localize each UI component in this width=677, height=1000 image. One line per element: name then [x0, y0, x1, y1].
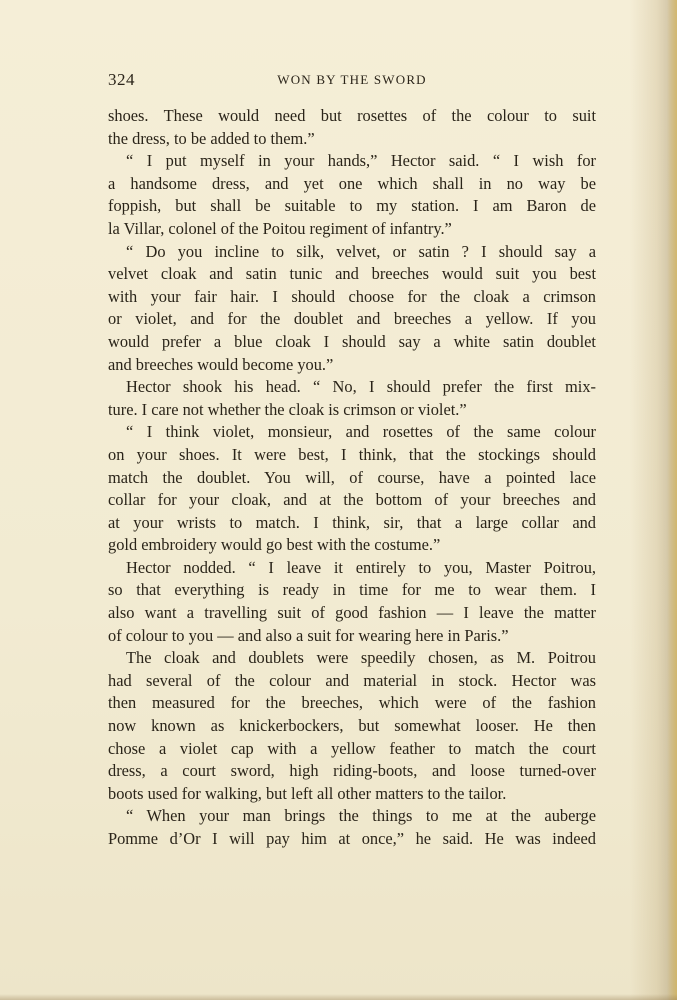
text-line: on your shoes. It were best, I think, that the stockings should — [108, 444, 596, 464]
text-line: the dress, to be added to them.” — [108, 128, 315, 148]
page-edge-right — [667, 0, 677, 1000]
text-line: gold embroidery would go best with the costume.” — [108, 535, 441, 555]
text-line: “ Do you incline to silk, velvet, or satin ? I should say a — [126, 241, 596, 261]
text-line: la Villar, colonel of the Poitou regiment of infantry.” — [108, 218, 452, 238]
text-line: Hector shook his head. “ No, I should prefer the first mix- — [126, 377, 596, 397]
body-text — [108, 105, 596, 851]
page-number: 324 — [108, 70, 135, 89]
text-line: then measured for the breeches, which were of the fashion — [108, 693, 596, 713]
text-line: “ I put myself in your hands,” Hector said. “ I wish for — [126, 151, 596, 171]
text-line: collar for your cloak, and at the bottom of your breeches and — [108, 490, 596, 510]
text-line: Hector nodded. “ I leave it entirely to you, Master Poitrou, — [126, 557, 596, 577]
text-line: shoes. These would need but rosettes of the colour to suit — [108, 106, 596, 125]
text-line: of colour to you — and also a suit for wearing here in Paris.” — [108, 625, 509, 645]
text-line: so that everything is ready in time for me to wear them. I — [108, 580, 596, 600]
text-line: chose a violet cap with a yellow feather to match the court — [108, 738, 596, 758]
text-line: with your fair hair. I should choose for the cloak a crimson — [108, 286, 596, 306]
text-line: at your wrists to match. I think, sir, that a large collar and — [108, 512, 596, 532]
text-line: also want a travelling suit of good fashion — I leave the matter — [108, 603, 596, 623]
text-line: a handsome dress, and yet one which shall in no way be — [108, 173, 596, 193]
text-line: match the doublet. You will, of course, have a pointed lace — [108, 467, 596, 487]
page-edge-bottom — [0, 994, 677, 1000]
text-line: Pomme d’Or I will pay him at once,” he said. He was indeed — [108, 829, 596, 848]
text-line: boots used for walking, but left all other matters to the tailor. — [108, 783, 507, 803]
text-line: “ I think violet, monsieur, and rosettes of the same colour — [126, 422, 596, 442]
text-line: ture. I care not whether the cloak is crimson or violet.” — [108, 399, 467, 419]
running-head: WON BY THE SWORD — [277, 72, 427, 87]
text-line: and breeches would become you.” — [108, 354, 334, 374]
text-line: or violet, and for the doublet and breeches a yellow. If you — [108, 309, 596, 329]
text-line: now known as knickerbockers, but somewhat looser. He then — [108, 716, 596, 736]
text-line: would prefer a blue cloak I should say a white satin doublet — [108, 331, 596, 351]
page-header — [108, 70, 596, 94]
text-line: dress, a court sword, high riding-boots, and loose turned-over — [108, 761, 596, 781]
text-line: foppish, but shall be suitable to my station. I am Baron de — [108, 196, 596, 216]
text-line: “ When your man brings the things to me at the auberge — [126, 806, 596, 826]
text-line: The cloak and doublets were speedily chosen, as M. Poitrou — [126, 648, 596, 668]
text-line: velvet cloak and satin tunic and breeches would suit you best — [108, 264, 596, 284]
text-line: had several of the colour and material in stock. Hector was — [108, 670, 596, 690]
